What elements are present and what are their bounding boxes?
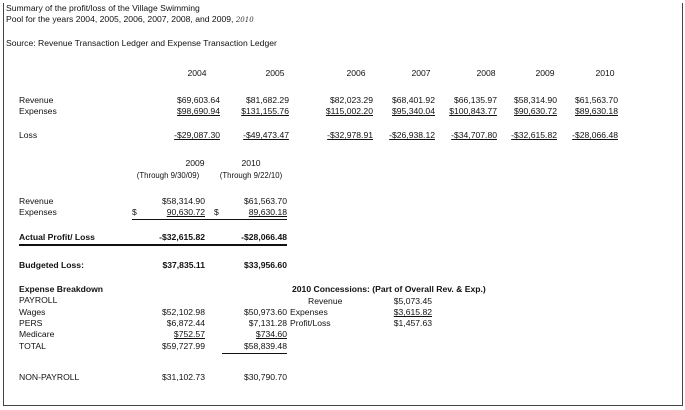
breakdown-title: Expense Breakdown xyxy=(19,284,104,294)
mid-year-header-2009: 2009 xyxy=(185,158,205,168)
loss-2007: -$26,938.12 xyxy=(389,130,435,140)
actual-2009: -$32,615.82 xyxy=(159,232,205,242)
actual-underline xyxy=(19,244,287,246)
page-frame xyxy=(3,3,683,406)
revenue-2005: $81,682.29 xyxy=(245,95,289,105)
row-label-loss: Loss xyxy=(19,130,38,140)
nonpayroll-2010: $30,790.70 xyxy=(243,372,287,382)
revenue-2008: $66,135.97 xyxy=(453,95,497,105)
expenses-2009: $90,630.72 xyxy=(513,106,557,116)
doc-title-line2: Pool for the years 2004, 2005, 2006, 2007, 2008, and 2009, 2010 xyxy=(6,14,254,24)
revenue-2010: $61,563.70 xyxy=(574,95,618,105)
revenue-2004: $69,603.64 xyxy=(176,95,220,105)
concessions-expenses: $3,615.82 xyxy=(393,307,432,317)
nonpayroll-2009: $31,102.73 xyxy=(161,372,205,382)
concessions-label-profit: Profit/Loss xyxy=(290,318,331,328)
expenses-2007: $95,340.04 xyxy=(391,106,435,116)
budgeted-2010: $33,956.60 xyxy=(243,260,287,270)
mid-revenue-2010: $61,563.70 xyxy=(243,196,287,206)
row-label-expenses: Expenses xyxy=(19,106,57,116)
concessions-revenue: $5,073.45 xyxy=(393,296,432,306)
concessions-label-expenses: Expenses xyxy=(290,307,328,317)
expenses-2010: $89,630.18 xyxy=(574,106,618,116)
year-header: 2008 xyxy=(476,68,496,78)
mid-expenses-2010: 89,630.18 xyxy=(248,207,287,217)
year-header: 2009 xyxy=(535,68,555,78)
mid-note-2009: (Through 9/30/09) xyxy=(136,171,200,180)
doc-title-line1: Summary of the profit/loss of the Village Swimming xyxy=(6,3,200,13)
mid-revenue-2009: $58,314.90 xyxy=(161,196,205,206)
actual-label: Actual Profit/ Loss xyxy=(19,232,95,242)
mid-label-revenue: Revenue xyxy=(19,196,54,206)
medicare-2009: $752.57 xyxy=(173,329,205,339)
nonpayroll-label: NON-PAYROLL xyxy=(19,372,80,382)
loss-2008: -$34,707.80 xyxy=(451,130,497,140)
doc-source: Source: Revenue Transaction Ledger and Expense Transaction Ledger xyxy=(6,38,277,48)
handwritten-year: 2010 xyxy=(235,16,254,24)
breakdown-label-pers: PERS xyxy=(19,318,43,328)
payroll-heading: PAYROLL xyxy=(19,295,58,305)
year-header: 2007 xyxy=(411,68,431,78)
currency-sign: $ xyxy=(214,207,219,217)
expenses-2004: $98,690.94 xyxy=(176,106,220,116)
mid-year-header-2010: 2010 xyxy=(241,158,261,168)
mid-note-2010: (Through 9/22/10) xyxy=(219,171,283,180)
concessions-label-revenue: Revenue xyxy=(308,296,343,306)
row-label-revenue: Revenue xyxy=(19,95,54,105)
wages-2010: $50,973.60 xyxy=(243,307,287,317)
year-header: 2005 xyxy=(265,68,285,78)
revenue-2009: $58,314.90 xyxy=(513,95,557,105)
currency-sign: $ xyxy=(132,207,137,217)
revenue-2006: $82,023.29 xyxy=(329,95,373,105)
mid-expenses-2009: 90,630.72 xyxy=(166,207,205,217)
wages-2009: $52,102.98 xyxy=(161,307,205,317)
revenue-2007: $68,401.92 xyxy=(391,95,435,105)
year-header: 2006 xyxy=(346,68,366,78)
subtotal-rule xyxy=(132,219,287,220)
expenses-2005: $131,155.76 xyxy=(241,106,289,116)
total-2009: $59,727.99 xyxy=(161,341,205,351)
total-2010: $58,839.48 xyxy=(243,341,287,351)
expenses-2006: $115,002.20 xyxy=(325,106,373,116)
year-header: 2004 xyxy=(187,68,207,78)
concessions-title: 2010 Concessions: (Part of Overall Rev. & Exp.) xyxy=(292,284,486,294)
breakdown-label-wages: Wages xyxy=(19,307,46,317)
medicare-2010: $734.60 xyxy=(255,329,287,339)
budgeted-2009: $37,835.11 xyxy=(162,260,205,270)
pers-2009: $6,872.44 xyxy=(166,318,205,328)
loss-2005: -$49,473.47 xyxy=(243,130,289,140)
year-header: 2010 xyxy=(595,68,615,78)
total-underline xyxy=(222,353,287,354)
expenses-2008: $100,843.77 xyxy=(449,106,497,116)
loss-2010: -$28,066.48 xyxy=(572,130,618,140)
loss-2009: -$32,615.82 xyxy=(511,130,557,140)
pers-2010: $7,131.28 xyxy=(248,318,287,328)
budgeted-label: Budgeted Loss: xyxy=(19,260,84,270)
breakdown-label-medicare: Medicare xyxy=(19,329,55,339)
concessions-profit: $1,457.63 xyxy=(393,318,432,328)
loss-2006: -$32,978.91 xyxy=(327,130,373,140)
mid-label-expenses: Expenses xyxy=(19,207,57,217)
actual-2010: -$28,066.48 xyxy=(241,232,287,242)
breakdown-label-total: TOTAL xyxy=(19,341,46,351)
loss-2004: -$29,087.30 xyxy=(174,130,220,140)
